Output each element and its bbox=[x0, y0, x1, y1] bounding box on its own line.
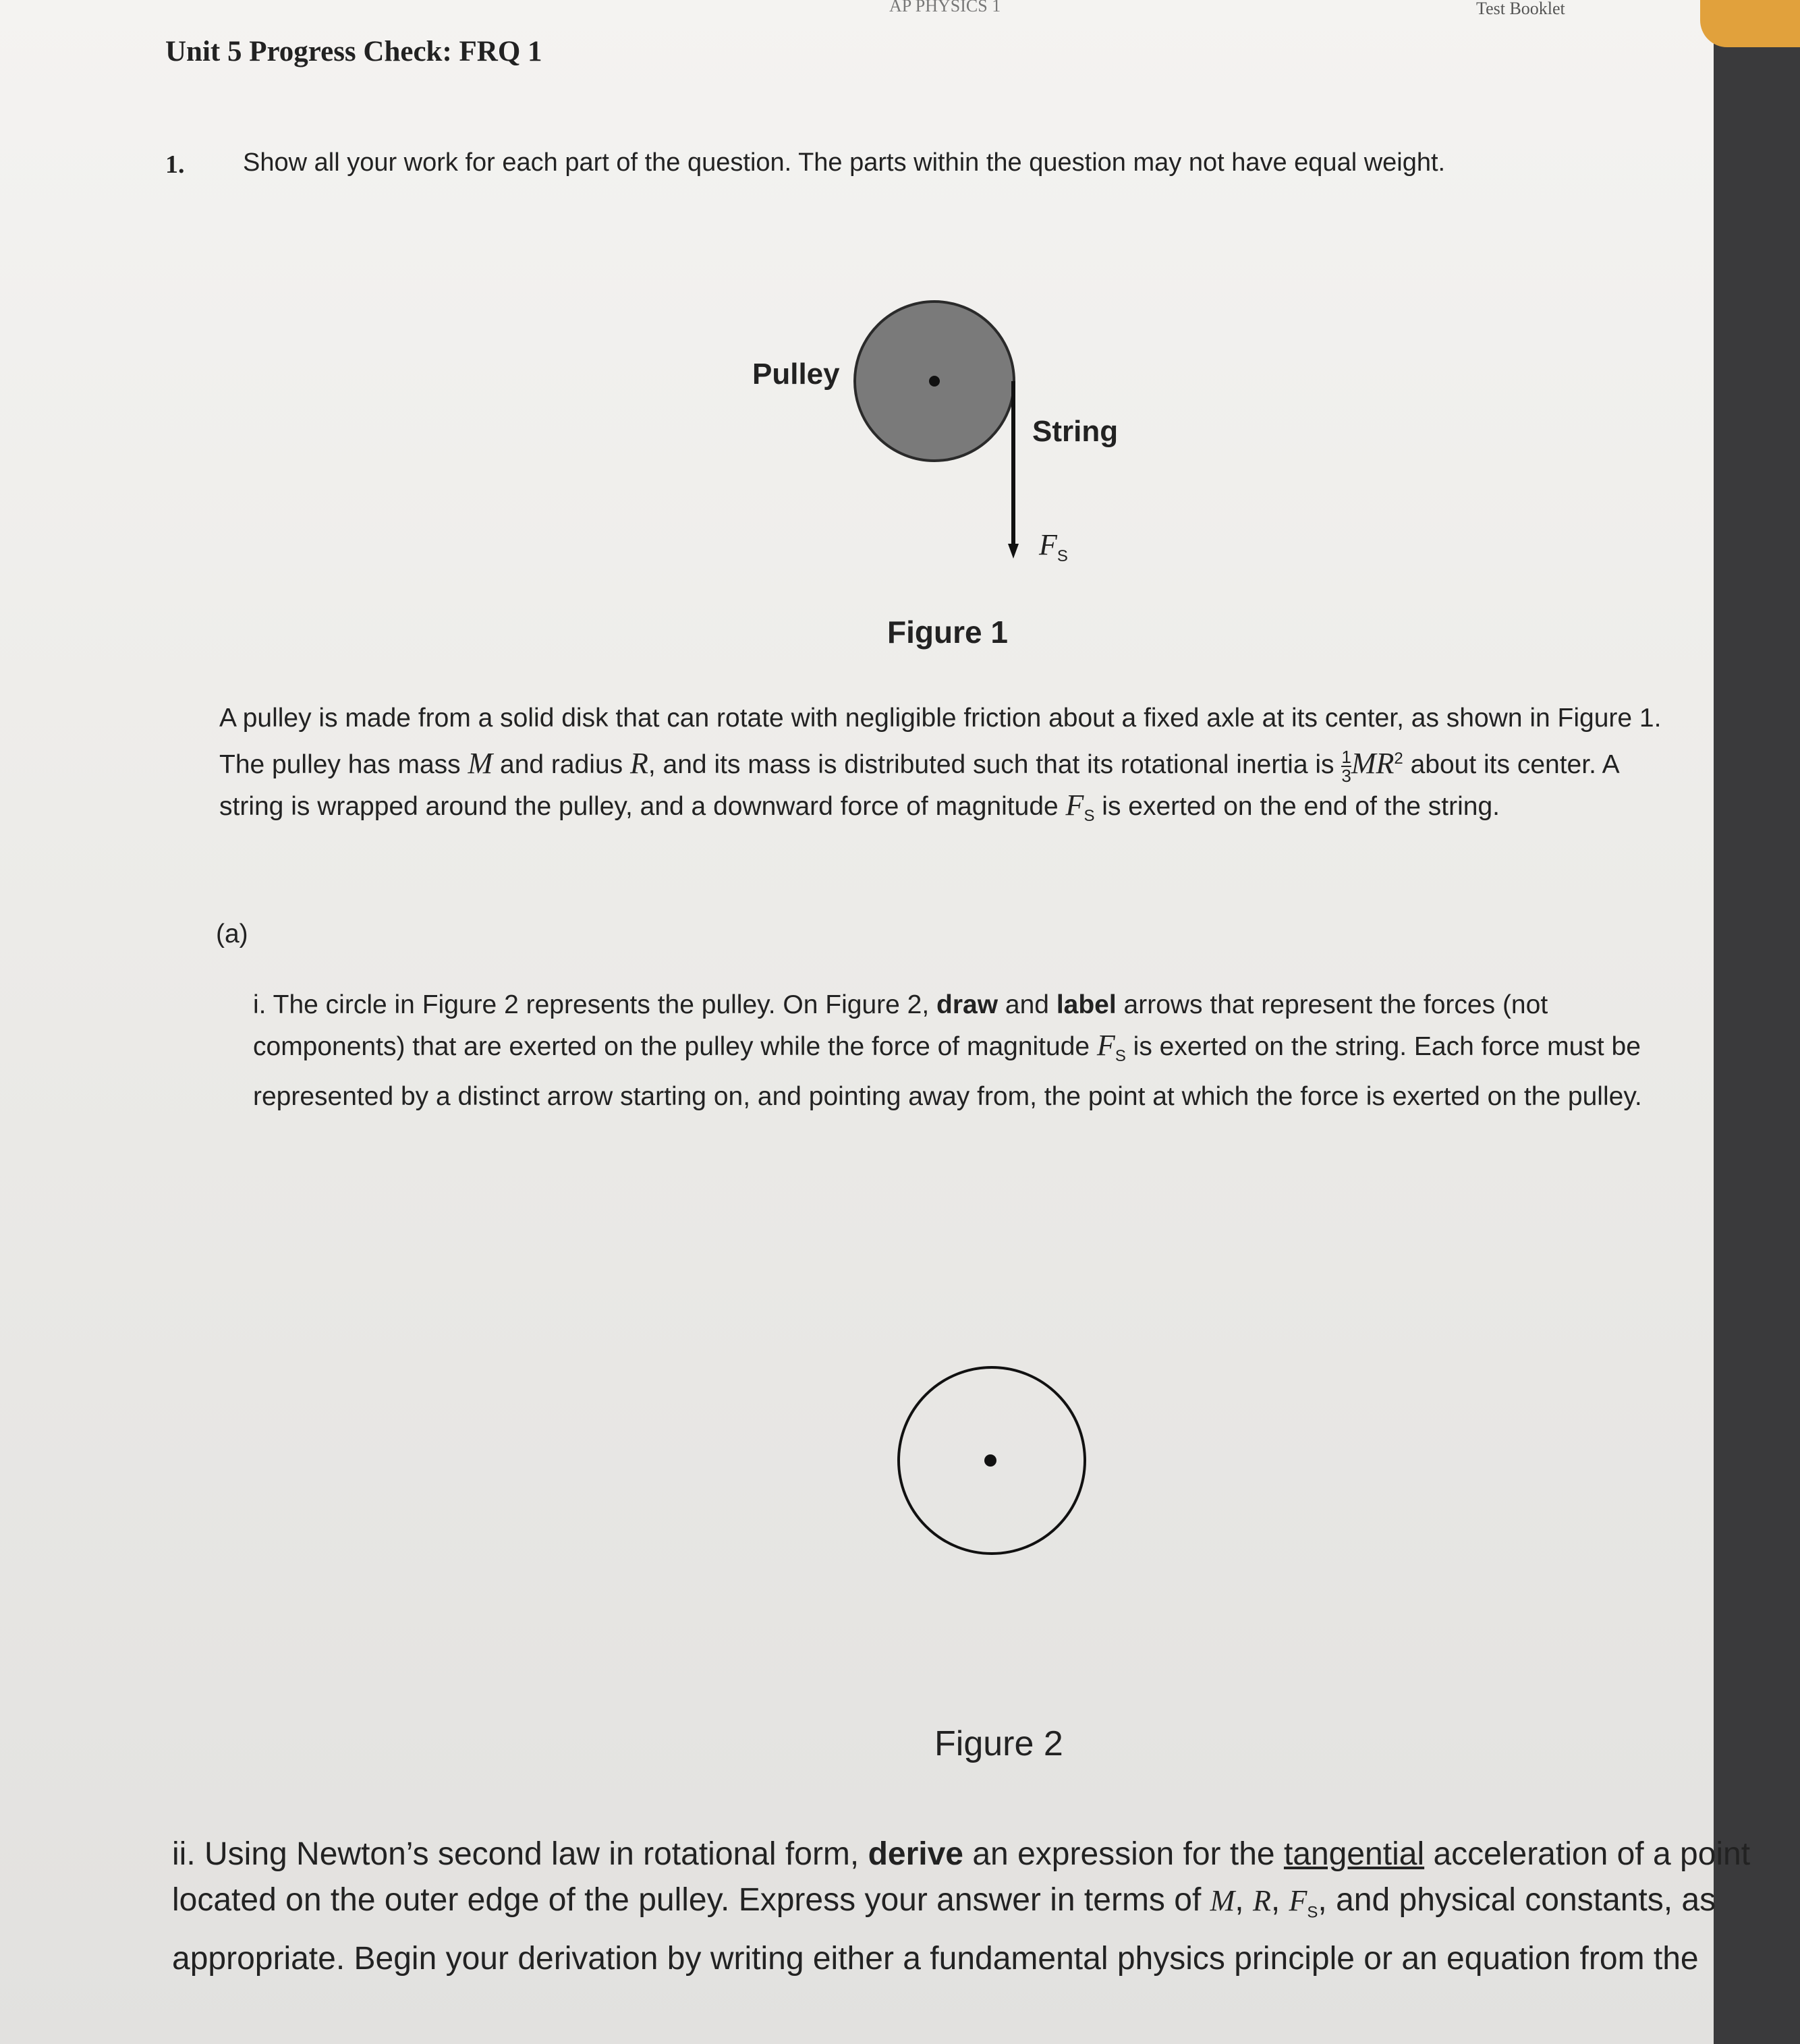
corner-tab bbox=[1700, 0, 1800, 47]
page-title: Unit 5 Progress Check: FRQ 1 bbox=[165, 36, 542, 67]
pulley-label: Pulley bbox=[752, 358, 840, 391]
question-number: 1. bbox=[165, 150, 185, 179]
intro-paragraph: A pulley is made from a solid disk that can rotate with negligible friction about a fixed axle at its center, as shown in Figure 1. The pulley has mass M and radius R, and its mass is distributed such that its rotational inertia is $\frac{1}{3}$ $MR^2$ about its center. A string is wrapped around the pulley, and a downward force of magnitude $F_S$ is exerted on the end of the string. bbox=[219, 704, 1662, 825]
part-a-label: (a) bbox=[216, 919, 248, 948]
booklet-label: Test Booklet bbox=[1476, 0, 1565, 18]
force-arrowhead bbox=[1008, 544, 1019, 559]
inertia-fraction: $\frac{1}{3}$ bbox=[1341, 746, 1351, 786]
pulley-axle-dot bbox=[929, 376, 940, 387]
figure-1-caption: Figure 1 bbox=[887, 615, 1008, 650]
force-label: $F_S$ bbox=[1039, 528, 1068, 566]
figure-2-caption: Figure 2 bbox=[934, 1724, 1063, 1763]
part-a-i-prompt: i. The circle in Figure 2 represents the pulley. On Figure 2, draw and label arrows that represent the forces (not components) that are exerted on the pulley while the force of magnitude $F_S$ is exerted on the string. Each force must be represented by a distinct arrow starting on, and pointing away from, the point at which the force is exerted on the pulley. bbox=[253, 990, 1642, 1111]
figure-2-diagram[interactable] bbox=[884, 1356, 1100, 1572]
string-label: String bbox=[1032, 415, 1119, 448]
figure-2-center-dot bbox=[984, 1454, 996, 1467]
question-instructions: Show all your work for each part of the question. The parts within the question may not have equal weight. bbox=[243, 148, 1446, 177]
course-label: AP PHYSICS 1 bbox=[889, 0, 1001, 16]
part-a-ii-prompt: ii. Using Newton’s second law in rotational form, derive an expression for the tangential acceleration of a point located on the outer edge of the pulley. Express your answer in terms of M, R, $F_S$, and physical constants, as appropriate. Begin your derivation by writing either a fundamental physics principle or an equation from the bbox=[172, 1836, 1751, 1977]
